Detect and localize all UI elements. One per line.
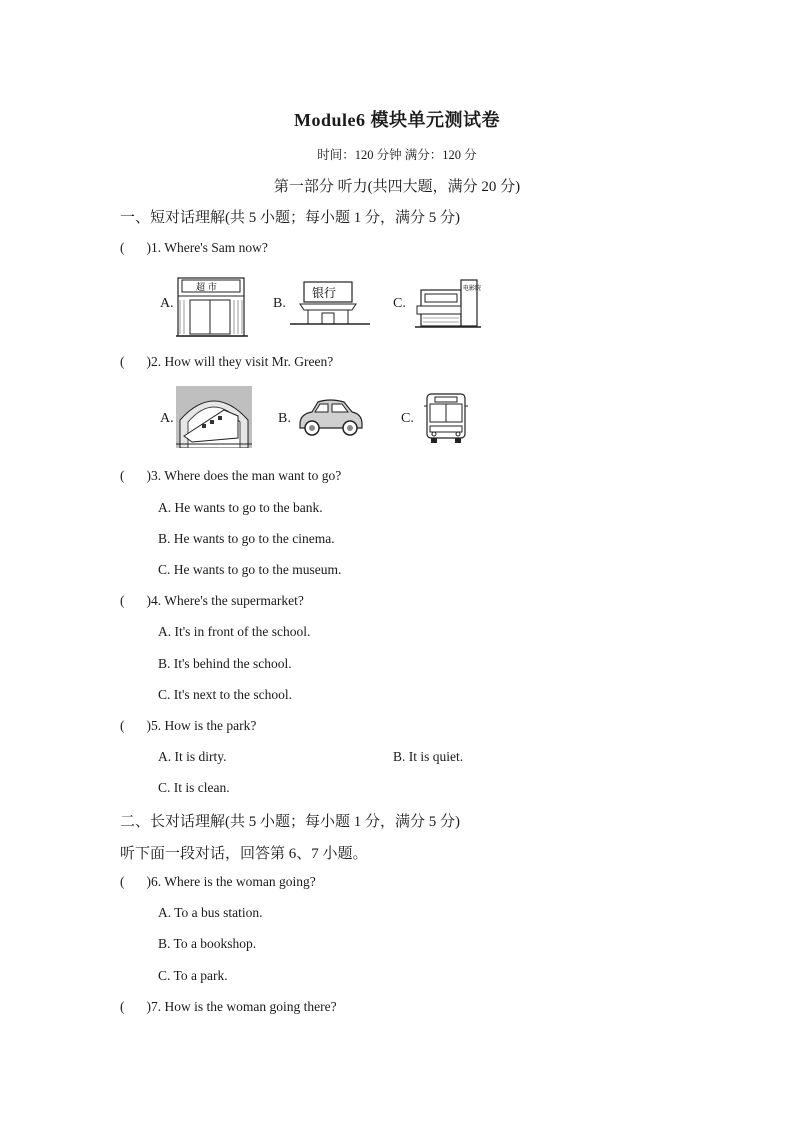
- question-4: [120, 593, 304, 609]
- question-number: )4.: [146, 593, 162, 608]
- subway-picture: [176, 386, 252, 448]
- question-5: [120, 718, 256, 734]
- question-number: )2.: [146, 354, 162, 369]
- question-6: [120, 874, 316, 890]
- question-number: )6.: [146, 874, 162, 889]
- option-c-label: C.: [393, 296, 406, 311]
- question-text: How will they visit Mr. Green?: [164, 354, 334, 369]
- option-c: C. It is clean.: [158, 780, 230, 795]
- cinema-picture: [415, 276, 481, 332]
- answer-bracket[interactable]: (: [120, 718, 125, 733]
- bus-picture: [423, 392, 469, 444]
- supermarket-sign-text: 超 市: [196, 283, 217, 293]
- option-b: B. It is quiet.: [393, 749, 464, 764]
- answer-bracket[interactable]: (: [120, 468, 125, 483]
- option-a-label: A.: [160, 411, 174, 426]
- question-number: )1.: [146, 240, 162, 255]
- option-a: A. It's in front of the school.: [158, 624, 311, 639]
- question-2: [120, 354, 333, 370]
- answer-bracket[interactable]: (: [120, 999, 125, 1014]
- option-b: B. He wants to go to the cinema.: [158, 531, 335, 546]
- answer-bracket[interactable]: (: [120, 354, 125, 369]
- question-7: [120, 999, 337, 1015]
- question-number: )7.: [146, 999, 162, 1014]
- question-3: [120, 468, 341, 484]
- question-text: How is the park?: [164, 718, 257, 733]
- car-picture: [296, 396, 366, 438]
- question-number: )5.: [146, 718, 162, 733]
- option-c: C. To a park.: [158, 968, 228, 983]
- part-heading: 第一部分 听力(共四大题，满分 20 分): [273, 179, 521, 195]
- listening-instruction: 听下面一段对话，回答第 6、7 小题。: [120, 846, 368, 862]
- question-text: Where does the man want to go?: [164, 468, 342, 483]
- option-a: A. To a bus station.: [158, 905, 263, 920]
- question-number: )3.: [146, 468, 162, 483]
- question-1: [120, 240, 268, 256]
- option-c: C. He wants to go to the museum.: [158, 562, 342, 577]
- option-b: B. It's behind the school.: [158, 656, 292, 671]
- section-heading-1: 一、短对话理解(共 5 小题；每小题 1 分，满分 5 分): [120, 210, 460, 226]
- question-text: Where is the woman going?: [164, 874, 316, 889]
- answer-bracket[interactable]: (: [120, 874, 125, 889]
- question-text: How is the woman going there?: [164, 999, 337, 1014]
- option-a-label: A.: [160, 296, 174, 311]
- page-title: Module6 模块单元测试卷: [293, 110, 500, 130]
- exam-meta: 时间：120 分钟 满分：120 分: [317, 148, 477, 162]
- option-a: A. It is dirty.: [158, 749, 227, 764]
- option-b-label: B.: [273, 296, 286, 311]
- answer-bracket[interactable]: (: [120, 593, 125, 608]
- supermarket-picture: [176, 268, 248, 338]
- bank-picture: [290, 280, 370, 326]
- question-text: Where's the supermarket?: [164, 593, 304, 608]
- option-a: A. He wants to go to the bank.: [158, 500, 323, 515]
- option-b-label: B.: [278, 411, 291, 426]
- option-b: B. To a bookshop.: [158, 936, 257, 951]
- cinema-sign-text: 电影院: [463, 285, 481, 292]
- question-text: Where's Sam now?: [164, 240, 268, 255]
- option-c-label: C.: [401, 411, 414, 426]
- answer-bracket[interactable]: (: [120, 240, 125, 255]
- bank-sign-text: 银行: [312, 286, 337, 300]
- section-heading-2: 二、长对话理解(共 5 小题；每小题 1 分，满分 5 分): [120, 814, 460, 830]
- option-c: C. It's next to the school.: [158, 687, 293, 702]
